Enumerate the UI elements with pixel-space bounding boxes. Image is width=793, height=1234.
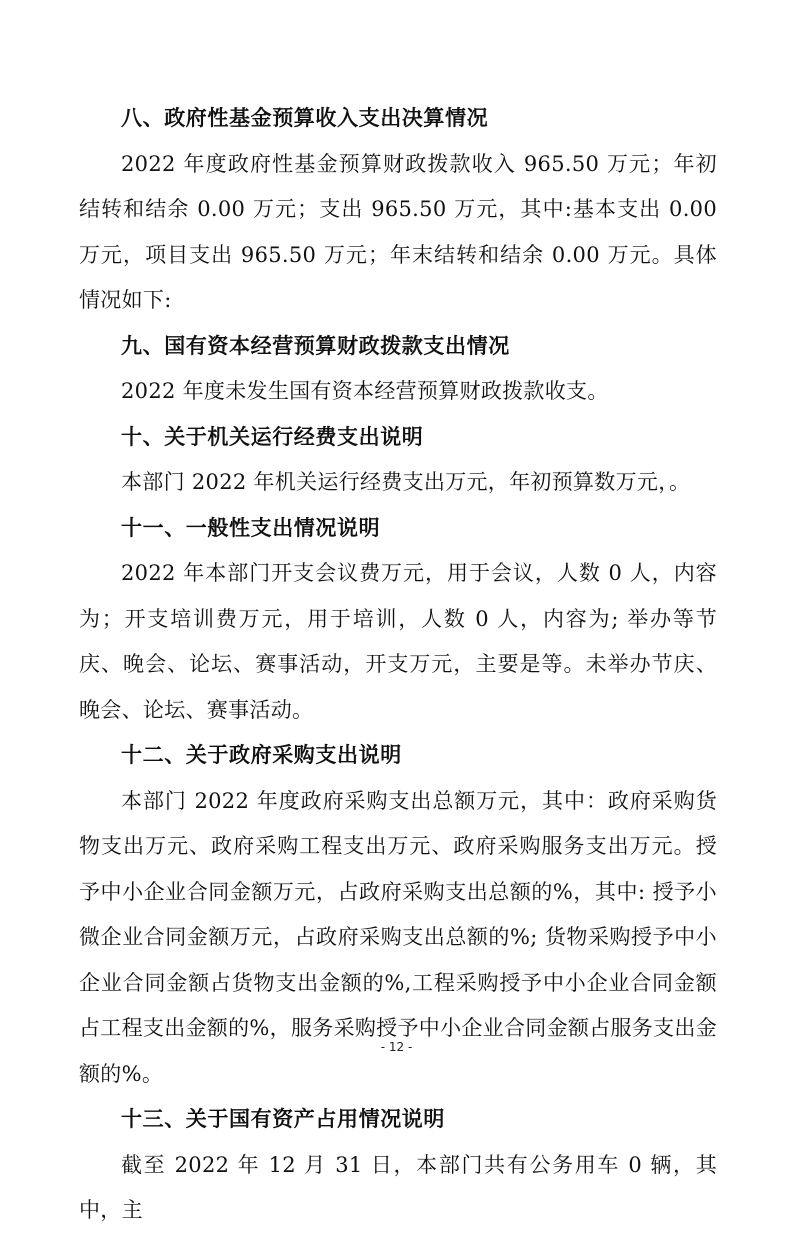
section-heading-13: 十三、关于国有资产占用情况说明 <box>121 1107 445 1131</box>
section-heading-12: 十二、关于政府采购支出说明 <box>121 743 402 767</box>
section-paragraph-10: 本部门 2022 年机关运行经费支出万元，年初预算数万元，。 <box>121 470 691 494</box>
section-paragraph-12: 本部门 2022 年度政府采购支出总额万元，其中：政府采购货物支出万元、政府采购工程支出万元、政府采购服务支出万元。授予中小企业合同金额万元，占政府采购支出总额的%，其中: 授予小微企业合同金额万元，占政府采购支出总额的%; 货物采购授予中小企业合同金额占货物支出金额的%,工程采购授予中小企业合同金额占工程支出金额的%，服务采购授予中小企业合同金额占服务支出金额的%。 <box>79 788 717 1086</box>
section-heading-11: 十一、一般性支出情况说明 <box>121 515 381 540</box>
document-body <box>79 96 717 1234</box>
section-paragraph-8: 2022 年度政府性基金预算财政拨款收入 965.50 万元；年初结转和结余 0.00 万元；支出 965.50 万元，其中:基本支出 0.00 万元，项目支出 965.50 万元；年末结转和结余 0.00 万元。具体情况如下: <box>79 151 717 312</box>
section-heading-10: 十、关于机关运行经费支出说明 <box>121 424 424 449</box>
section-heading-8: 八、政府性基金预算收入支出决算情况 <box>121 106 489 130</box>
section-paragraph-9: 2022 年度未发生国有资本经营预算财政拨款收支。 <box>121 379 609 403</box>
section-paragraph-11: 2022 年本部门开支会议费万元，用于会议，人数 0 人，内容为；开支培训费万元，用于培训，人数 0 人，内容为; 举办等节庆、晚会、论坛、赛事活动，开支万元，主要是等。未举办节庆、晚会、论坛、赛事活动。 <box>79 561 717 722</box>
section-heading-9: 九、国有资本经营预算财政拨款支出情况 <box>121 333 510 358</box>
section-paragraph-13: 截至 2022 年 12 月 31 日，本部门共有公务用车 0 辆，其中，主 <box>79 1152 717 1222</box>
page-number: - 12 - <box>380 1040 413 1054</box>
